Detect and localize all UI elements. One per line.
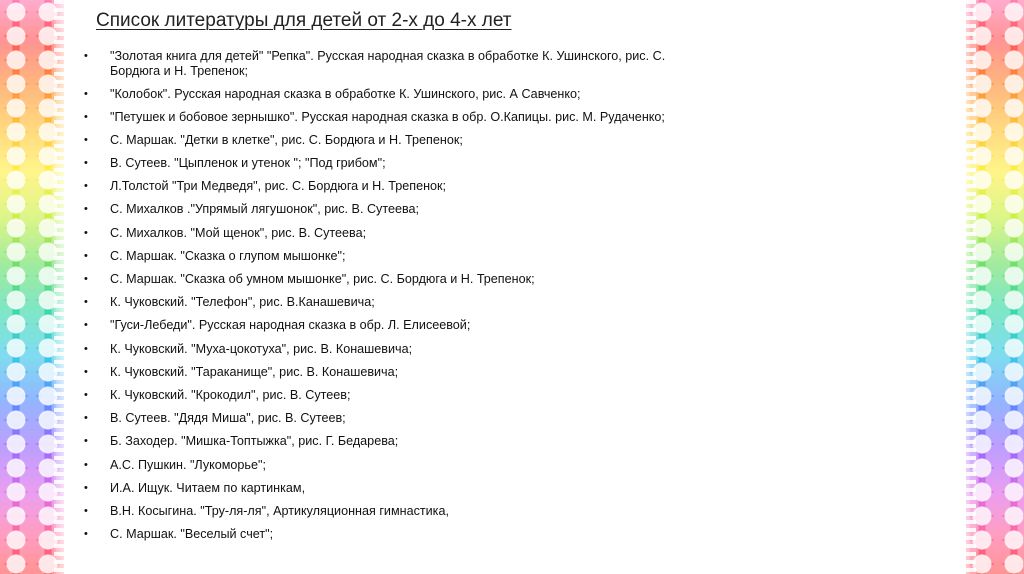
bullet-icon: • [84, 203, 88, 216]
list-item [84, 133, 944, 156]
bullet-icon: • [84, 435, 88, 448]
list-item-text: К. Чуковский. "Крокодил", рис. В. Сутеев; [110, 387, 351, 402]
list-item [84, 49, 944, 87]
book-list [84, 49, 944, 550]
list-item [84, 458, 944, 481]
list-item-text: К. Чуковский. "Телефон", рис. В.Канашевича; [110, 295, 375, 310]
list-item [84, 411, 944, 434]
list-item [84, 342, 944, 365]
bullet-icon: • [84, 365, 88, 378]
list-item [84, 365, 944, 388]
bullet-icon: • [84, 249, 88, 262]
bullet-icon: • [84, 133, 88, 146]
list-item-text: А.С. Пушкин. "Лукоморье"; [110, 457, 266, 472]
list-item [84, 318, 944, 341]
bullet-icon: • [84, 180, 88, 193]
bullet-icon: • [84, 226, 88, 239]
list-item [84, 434, 944, 457]
list-item [84, 110, 944, 133]
list-item-text: "Колобок". Русская народная сказка в обработке К. Ушинского, рис. А Савченко; [110, 86, 581, 101]
list-item [84, 388, 944, 411]
bullet-icon: • [84, 388, 88, 401]
list-item [84, 87, 944, 110]
bullet-icon: • [84, 481, 88, 494]
bullet-icon: • [84, 50, 88, 62]
list-item-text: И.А. Ищук. Читаем по картинкам, [110, 480, 306, 495]
list-item-text: С. Маршак. "Веселый счет"; [110, 527, 274, 542]
bullet-icon: • [84, 342, 88, 355]
list-item [84, 226, 944, 249]
list-item-text: "Золотая книга для детей" "Репка". Русская народная сказка в обработке К. Ушинского, рис. С. Бордюга и Н. Трепенок; [110, 49, 666, 78]
list-item [84, 481, 944, 504]
bullet-icon: • [84, 87, 88, 100]
bullet-icon: • [84, 504, 88, 517]
bullet-icon: • [84, 110, 88, 123]
bullet-icon: • [84, 412, 88, 425]
border-left-fade [56, 0, 72, 574]
list-item [84, 504, 944, 527]
list-item-text: В. Сутеев. "Цыпленок и утенок "; "Под грибом"; [110, 156, 386, 171]
list-item-text: В.Н. Косыгина. "Тру-ля-ля", Артикуляционная гимнастика, [110, 503, 449, 518]
list-item [84, 156, 944, 179]
list-item [84, 179, 944, 202]
decorative-border-right [966, 0, 1024, 574]
list-item-text: К. Чуковский. "Муха-цокотуха", рис. В. Конашевича; [110, 341, 413, 356]
decorative-border-left [0, 0, 64, 574]
bullet-icon: • [84, 319, 88, 332]
list-item-text: С. Маршак. "Сказка об умном мышонке", рис. С. Бордюга и Н. Трепенок; [110, 272, 535, 286]
bullet-icon: • [84, 296, 88, 309]
list-item-text: К. Чуковский. "Тараканище", рис. В. Конашевича; [110, 364, 399, 379]
list-item-text: С. Михалков. "Мой щенок", рис. В. Сутеева; [110, 225, 367, 240]
bullet-icon: • [84, 157, 88, 170]
list-item-text: В. Сутеев. "Дядя Миша", рис. В. Сутеев; [110, 411, 346, 426]
list-item [84, 202, 944, 225]
list-item-text: "Гуси-Лебеди". Русская народная сказка в обр. Л. Елисеевой; [110, 318, 471, 333]
list-item [84, 249, 944, 272]
bullet-icon: • [84, 528, 88, 541]
list-item-text: С. Маршак. "Сказка о глупом мышонке"; [110, 248, 346, 263]
list-item-text: Л.Толстой "Три Медведя", рис. С. Бордюга и Н. Трепенок; [110, 179, 447, 194]
list-item [84, 295, 944, 318]
list-item-text: С. Михалков ."Упрямый лягушонок", рис. В. Сутеева; [110, 202, 420, 217]
border-right-fade [954, 0, 970, 574]
list-item-text: "Петушек и бобовое зернышко". Русская народная сказка в обр. О.Капицы. рис. М. Рудаченко; [110, 109, 665, 124]
list-item [84, 527, 944, 550]
list-item-text: Б. Заходер. "Мишка-Топтыжка", рис. Г. Бедарева; [110, 434, 399, 449]
bullet-icon: • [84, 273, 88, 285]
list-item [84, 272, 944, 295]
bullet-icon: • [84, 458, 88, 471]
list-item-text: С. Маршак. "Детки в клетке", рис. С. Бордюга и Н. Трепенок; [110, 132, 463, 147]
slide-title: Список литературы для детей от 2-х до 4-х лет [96, 10, 512, 31]
